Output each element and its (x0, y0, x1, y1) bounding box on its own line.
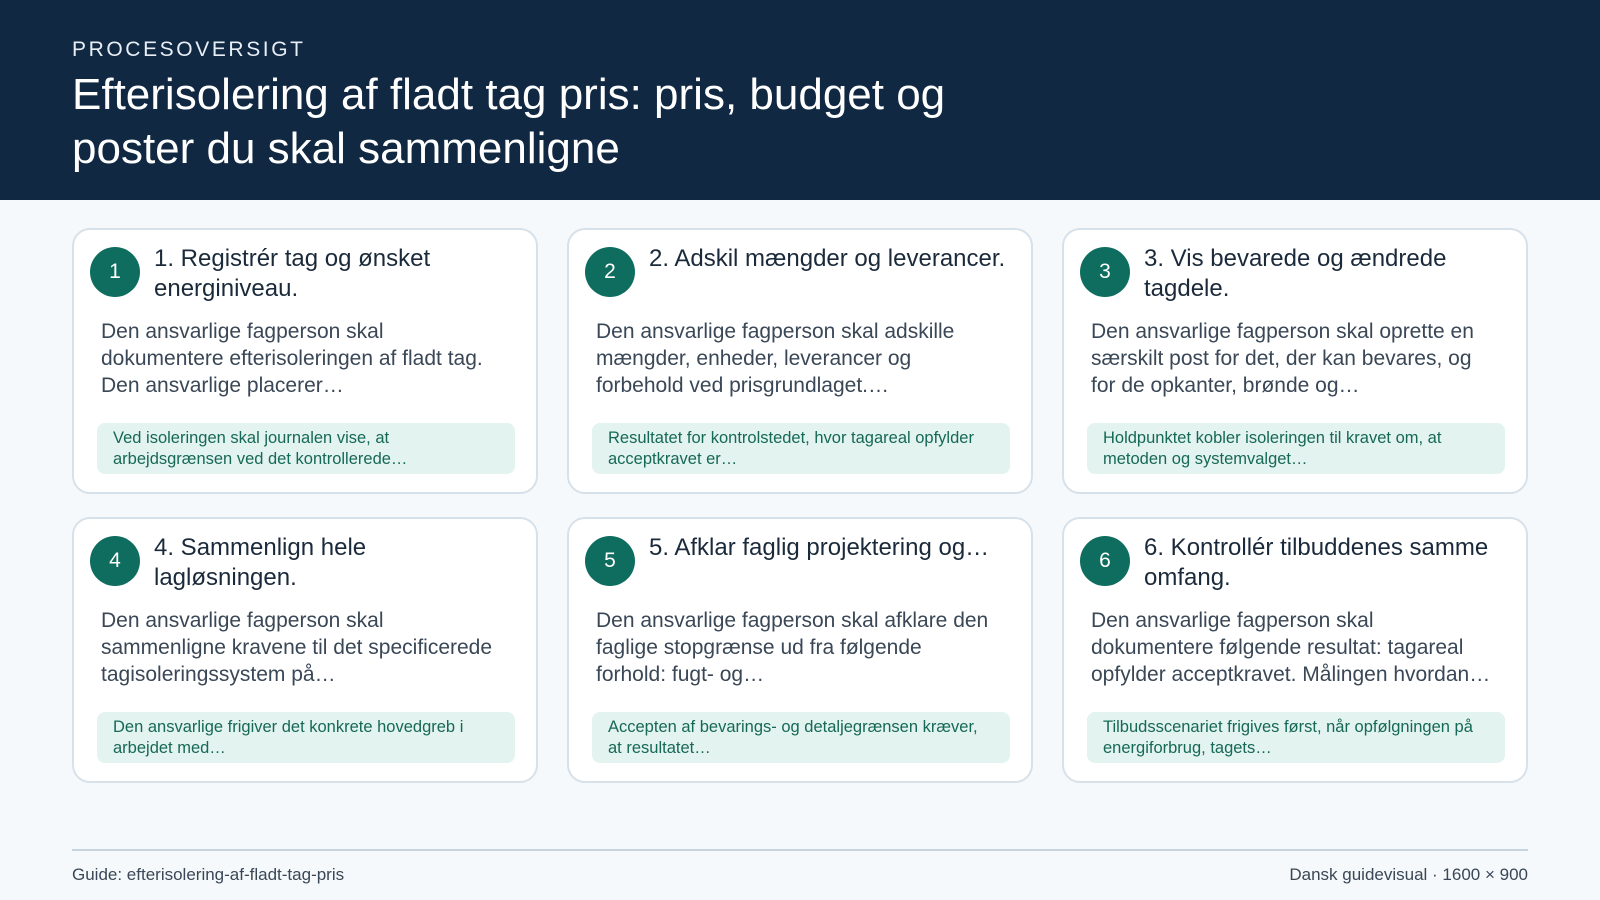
step-title: 5. Afklar faglig projektering og… (649, 534, 990, 561)
step-title: 4. Sammenlign hele lagløsningen. (154, 534, 367, 591)
header-banner (0, 0, 1600, 200)
step-card-2 (567, 228, 1033, 494)
step-card-3 (1062, 228, 1528, 494)
step-number-badge: 1 (90, 247, 140, 297)
footer-guide-slug: Guide: efterisolering-af-fladt-tag-pris (72, 865, 345, 884)
step-description: Den ansvarlige fagperson skal oprette en særskilt post for det, der kan bevares, og for de opkanter, brønde og… (1091, 320, 1474, 397)
step-note: Tilbudsscenariet frigives først, når opfølgningen på energiforbrug, tagets… (1087, 712, 1505, 763)
step-description: Den ansvarlige fagperson skal sammenligne kravene til det specificerede tagisoleringssystem på… (101, 609, 493, 686)
step-title: 3. Vis bevarede og ændrede tagdele. (1144, 245, 1447, 302)
step-description: Den ansvarlige fagperson skal adskille mængder, enheder, leverancer og forbehold ved prisgrundlaget.… (596, 320, 955, 397)
step-description: Den ansvarlige fagperson skal dokumentere efterisoleringen af fladt tag. Den ansvarlige placerer… (101, 320, 483, 397)
step-card-6 (1062, 517, 1528, 783)
step-card-5 (567, 517, 1033, 783)
step-note: Ved isoleringen skal journalen vise, at arbejdsgrænsen ved det kontrollerede… (97, 423, 515, 474)
step-title: 1. Registrér tag og ønsket energiniveau. (154, 245, 431, 302)
step-card-1 (72, 228, 538, 494)
step-number-badge: 5 (585, 536, 635, 586)
step-note: Accepten af bevarings- og detaljegrænsen kræver, at resultatet… (592, 712, 1010, 763)
step-description: Den ansvarlige fagperson skal dokumentere følgende resultat: tagareal opfylder acceptkravet. Målingen hvordan… (1091, 609, 1491, 686)
eyebrow-label: PROCESOVERSIGT (72, 38, 306, 61)
page-title: Efterisolering af fladt tag pris: pris, budget og poster du skal sammenligne (72, 70, 946, 173)
step-number-badge: 3 (1080, 247, 1130, 297)
step-note: Resultatet for kontrolstedet, hvor tagareal opfylder acceptkravet er… (592, 423, 1010, 474)
step-note: Holdpunktet kobler isoleringen til kravet om, at metoden og systemvalget… (1087, 423, 1505, 474)
footer-divider (72, 849, 1528, 851)
footer-credit: Dansk guidevisual · 1600 × 900 (1289, 865, 1528, 884)
process-steps-grid (72, 228, 1528, 783)
step-number-badge: 4 (90, 536, 140, 586)
step-number-badge: 2 (585, 247, 635, 297)
step-card-4 (72, 517, 538, 783)
step-title: 2. Adskil mængder og leverancer. (649, 245, 1006, 272)
step-number-badge: 6 (1080, 536, 1130, 586)
step-description: Den ansvarlige fagperson skal afklare den faglige stopgrænse ud fra følgende forhold: fugt- og… (596, 609, 989, 686)
step-note: Den ansvarlige frigiver det konkrete hovedgreb i arbejdet med… (97, 712, 515, 763)
step-title: 6. Kontrollér tilbuddenes samme omfang. (1144, 534, 1489, 591)
